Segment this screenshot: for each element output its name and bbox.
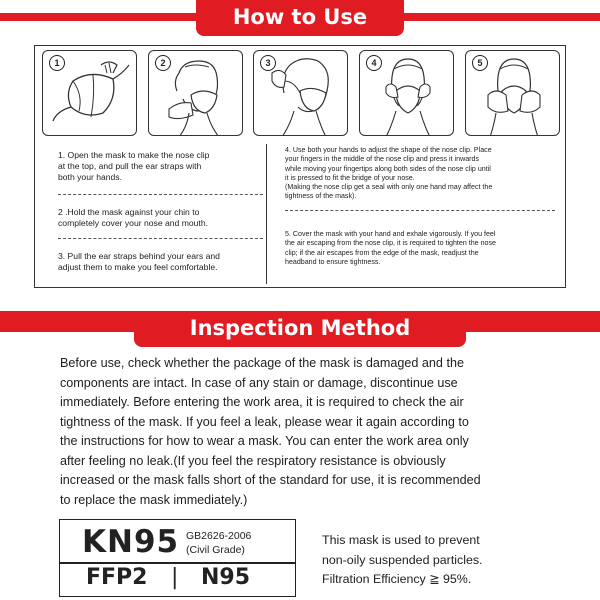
- grade-box-divider: [60, 562, 296, 564]
- step-3-figure: [253, 50, 348, 136]
- n95-label: N95: [201, 565, 251, 590]
- dashed-divider: [58, 238, 263, 239]
- step-number: 4: [366, 55, 382, 71]
- instruction-step-3: 3. Pull the ear straps behind your ears and adjust them to make you feel comfortable.: [58, 251, 220, 273]
- dashed-divider: [58, 194, 263, 195]
- step-2-figure: [148, 50, 243, 136]
- step-number: 1: [49, 55, 65, 71]
- step-1-figure: [42, 50, 137, 136]
- standard-label: GB2626-2006 (Civil Grade): [186, 530, 252, 556]
- instruction-step-2: 2 .Hold the mask against your chin to completely cover your nose and mouth.: [58, 207, 208, 229]
- step-4-figure: [359, 50, 454, 136]
- instructions-divider: [266, 144, 267, 284]
- how-to-use-title: How to Use: [196, 0, 404, 36]
- step-number: 5: [472, 55, 488, 71]
- grade-separator: |: [171, 565, 179, 590]
- instruction-step-5: 5. Cover the mask with your hand and exhale vigorously. If you feel the air escaping from the nose clip, it is required to tighten the nose clip; if the air escapes from the edge of the mask, readjust the headband to ensure tightness.: [285, 230, 496, 266]
- instruction-step-4: 4. Use both your hands to adjust the shape of the nose clip. Place your fingers in the middle of the nose clip and press it inwards while moving your fingertips along both sides of the nose clip until it is pressed to fit the bridge of your nose. (Making the nose clip get a seal with only one hand may affect the tightness of the mask).: [285, 146, 493, 201]
- step-5-figure: [465, 50, 560, 136]
- step-number: 2: [155, 55, 171, 71]
- ffp2-label: FFP2: [86, 565, 148, 590]
- inspection-text: Before use, check whether the package of the mask is damaged and the components are intact. In case of any stain or damage, discontinue use immediately. Before entering the work area, it is required to check the air tightness of the mask. If you feel a leak, please wear it again according to the instructions for how to wear a mask. You can enter the work area only after feeling no leak.(If you feel the respiratory resistance is obviously increased or the mask falls short of the standard for use, it is recommended to replace the mask immediately.): [60, 356, 481, 507]
- grade-description: This mask is used to prevent non-oily suspended particles. Filtration Efficiency ≧ 95%.: [322, 533, 483, 586]
- kn95-label: KN95: [82, 524, 180, 560]
- dashed-divider: [285, 210, 555, 211]
- step-number: 3: [260, 55, 276, 71]
- inspection-title: Inspection Method: [134, 311, 466, 347]
- step-illustrations: [40, 50, 560, 136]
- instruction-step-1: 1. Open the mask to make the nose clip at the top, and pull the ear straps with both your hands.: [58, 150, 210, 183]
